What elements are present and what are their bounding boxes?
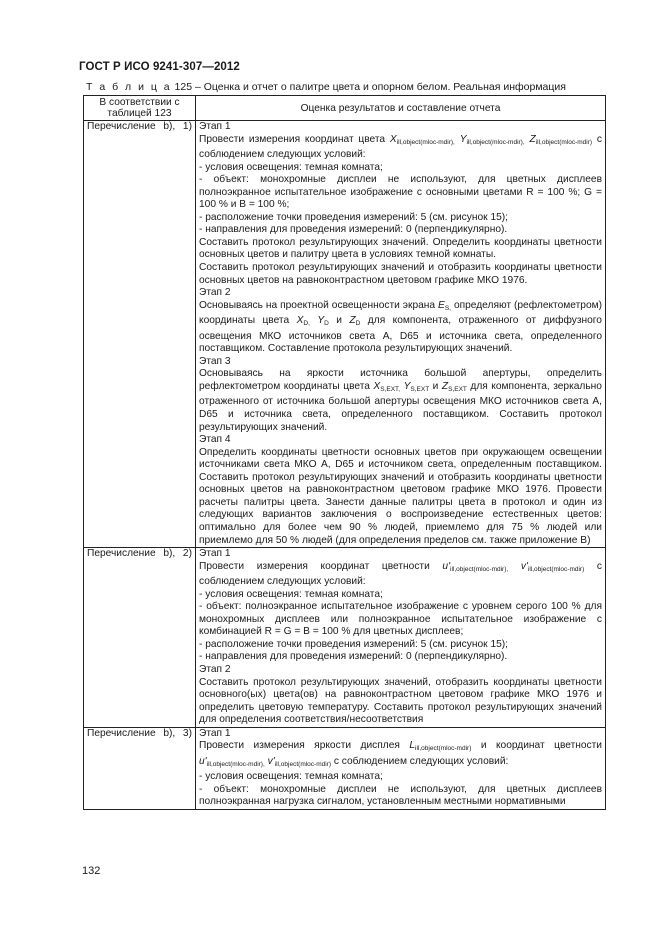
stage-paragraph: Основываясь на яркости источника большой апертуры, определить рефлектометром координаты цвета $X_{S,EXT,}$ $Y_{S,EXT}$ и $Z_{S,EXT}$ для компонента, зеркально отраженного от источника большой апертуры освещения МКО источников света А, D65 и источника света, определенного поставщиком. Составить протокол результирующих значений.	[199, 368, 602, 433]
document-header: ГОСТ Р ИСО 9241-307—2012	[79, 61, 240, 73]
column-header-ref: В соответствии с таблицей 123	[84, 96, 196, 121]
stage-title: Этап 1	[199, 727, 231, 739]
stage-paragraph: - направления для проведения измерений: 0 (перпендикулярно).	[199, 224, 508, 236]
page-number: 132	[82, 865, 101, 877]
stage-title: Этап 1	[199, 121, 231, 132]
stage-paragraph: Определить координаты цветности основных цветов при окружающем освещении источниками света МКО А, D65 и источником света, определенным поставщиком. Составить протокол результирующих значений и отобразить координаты цветности основных цветов на равноконтрастном цветовом графике МКО 1976. Провести расчеты палитры цвета. Занести данные палитры цвета в протокол и один из следующих вариантов заключения о воспроизведение естественных цветов: оптимально для более чем 90 % людей, приемлемо для 75 % людей или приемлемо для 50 % людей (для определения пределов см. также приложение В)	[199, 446, 602, 546]
stage-title: Этап 1	[199, 548, 231, 560]
stage-paragraph: - объект: полноэкранное испытательное изображение с уровнем серого 100 % для монохромных дисплеев или полноэкранное испытательное изображение с комбинацией R = G = B = 100 % для цветных дисплеев;	[199, 601, 602, 638]
row-ref: Перечисление b), 1)	[87, 121, 192, 132]
stage-paragraph: Составить протокол результирующих значений, отобразить координаты цветности основного(ых) цвета(ов) на равноконтрастном цветовом графике МКО 1976 и определить цветовую температуру. Составить протокол результирующих значений для определения соответствия/несоответствия	[199, 676, 602, 726]
stage-paragraph: - условия освещения: темная комната;	[199, 588, 383, 600]
row-ref-cell	[84, 548, 196, 728]
row-content-cell	[196, 121, 606, 548]
stage-title: Этап 3	[199, 355, 231, 367]
table-row	[84, 121, 606, 548]
stage-paragraph: Составить протокол результирующих значений и отобразить координаты цветности основных цветов на равноконтрастном цветовом графике МКО 1976.	[199, 262, 602, 286]
table-row	[84, 548, 606, 728]
row-ref-cell	[84, 121, 196, 548]
table-title	[86, 81, 566, 93]
row-ref-cell	[84, 727, 196, 809]
row-content-cell	[196, 727, 606, 809]
stage-paragraph: Провести измерения координат цветности $u'_{ill,object(mloc-mdir),}$ $v'_{ill,object(mloc-mdir)}$ с соблюдением следующих условий:	[199, 560, 602, 588]
stage-paragraph: - объект: монохромные дисплеи не используют, для цветных дисплеев полноэкранная нагрузка сигналом, установленным местными нормативными	[199, 783, 602, 808]
stage-paragraph: - направления для проведения измерений: 0 (перпендикулярно).	[199, 651, 508, 663]
stage-title: Этап 4	[199, 434, 231, 446]
table-title-label: Т а б л и ц а	[86, 81, 172, 93]
stage-paragraph: Составить протокол результирующих значений. Определить координаты цветности основных цветов и палитру цвета в условиях темной комнаты.	[199, 236, 602, 261]
stage-paragraph: - расположение точки проведения измерений: 5 (см. рисунок 15);	[199, 638, 509, 650]
table-header-row	[84, 96, 606, 121]
stage-paragraph: Провести измерения координат цвета $X_{ill,object(mloc-mdir),}$ $Y_{ill,object(mloc-mdir),}$ $Z_{ill,object(mloc-mdir)}$ с соблюдением следующих условий:	[199, 133, 602, 161]
stage-paragraph: Основываясь на проектной освещенности экрана $E_{S,}$ определяют (рефлектометром) координаты цвета $X_{D,}$ $Y_D$ и $Z_D$ для компонента, отраженного от диффузного освещения МКО источников света А, D65 и источника света, определенного поставщиком. Составление протокола результирующих значений.	[199, 299, 603, 355]
stage-title: Этап 2	[199, 663, 231, 675]
stage-paragraph: - расположение точки проведения измерений: 5 (см. рисунок 15);	[199, 211, 509, 223]
stage-title: Этап 2	[199, 287, 231, 299]
row-content-cell	[196, 548, 606, 728]
stage-paragraph: Провести измерения яркости дисплея $L_{ill,object(mloc-mdir)}$ и координат цветности $u'_{ill,object(mloc-mdir),}$ $v'_{ill,object(mloc-mdir)}$ с соблюдением следующих условий:	[199, 740, 602, 768]
stage-paragraph: - условия освещения: темная комната;	[199, 161, 383, 173]
table-title-text: 125 – Оценка и отчет о палитре цвета и опорном белом. Реальная информация	[171, 81, 566, 93]
stage-paragraph: - объект: монохромные дисплеи не используют, для цветных дисплеев полноэкранное испытательное изображение с основными цветами R = 100 %; G = 100 % и B = 100 %;	[199, 174, 602, 211]
row-ref: Перечисление b), 3)	[87, 727, 192, 739]
column-header-assessment: Оценка результатов и составление отчета	[196, 96, 606, 121]
assessment-table	[83, 95, 606, 810]
stage-paragraph: - условия освещения: темная комната;	[199, 771, 383, 783]
row-ref: Перечисление b), 2)	[87, 548, 192, 560]
table-row	[84, 727, 606, 809]
